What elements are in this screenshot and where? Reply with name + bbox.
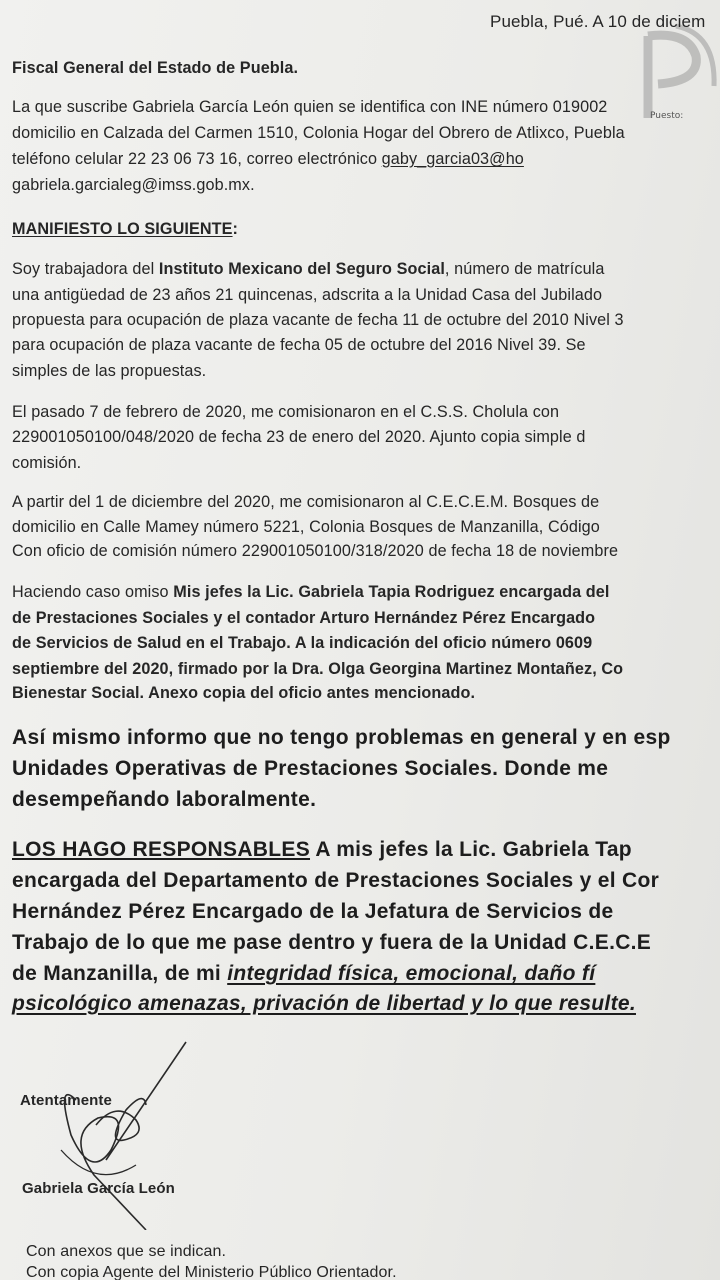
p6-text-a: de Manzanilla, de mi [12,962,228,985]
closing: Atentamente [20,1092,112,1109]
intro-email-link: gaby_garcia03@ho [381,150,524,168]
paragraph-line: de Servicios de Salud en el Trabajo. A la indicación del oficio número 0609 [12,634,593,652]
emphasis-line [12,962,595,986]
intro-line: gabriela.garcialeg@imss.gob.mx. [12,176,255,194]
emphasis-line: Hernández Pérez Encargado de la Jefatura de Servicios de [12,900,614,923]
intro-line [12,150,524,169]
section-heading [12,220,238,239]
paragraph-line: Bienestar Social. Anexo copia del oficio antes mencionado. [12,684,476,702]
paragraph-line: domicilio en Calle Mamey número 5221, Colonia Bosques de Manzanilla, Código [12,518,600,536]
p6-text-b: A mis jefes la Lic. Gabriela Tap [310,838,632,861]
paragraph-line: septiembre del 2020, firmado por la Dra. Olga Georgina Martinez Montañez, Co [12,660,624,678]
p1-institute: Instituto Mexicano del Seguro Social [158,260,445,278]
p1-text-c: , número de matrícula [444,260,605,278]
date-line: Puebla, Pué. A 10 de diciem [490,12,706,31]
paragraph-line: simples de las propuestas. [12,362,207,380]
annex-note: Con anexos que se indican. [26,1243,227,1260]
heading-colon: : [232,220,239,238]
emphasis-line: Unidades Operativas de Prestaciones Sociales. Donde me [12,757,609,780]
intro-line: La que suscribe Gabriela García León quien se identifica con INE número 019002 [12,98,608,116]
emphasis-line [12,838,632,862]
emphasis-line: psicológico amenazas, privación de libertad y lo que resulte. [12,992,636,1015]
paragraph-line [12,260,604,279]
emphasis-line: encargada del Departamento de Prestaciones Sociales y el Cor [12,869,660,892]
stamp-label: Puesto: [650,111,684,121]
paragraph-line: propuesta para ocupación de plaza vacante de fecha 11 de octubre del 2010 Nivel 3 [12,311,624,329]
emphasis-line: desempeñando laboralmente. [12,788,317,811]
emphasis-line: Trabajo de lo que me pase dentro y fuera de la Unidad C.E.C.E [12,931,652,954]
intro-phone-text: teléfono celular 22 23 06 73 16, correo electrónico [12,150,382,168]
addressee: Fiscal General del Estado de Puebla. [12,59,299,77]
paragraph-line: una antigüedad de 23 años 21 quincenas, adscrita a la Unidad Casa del Jubilado [12,286,603,304]
paragraph-line: Con oficio de comisión número 229001050100/318/2020 de fecha 18 de noviembre [12,542,619,560]
paragraph-line: 229001050100/048/2020 de fecha 23 de enero del 2020. Ajunto copia simple d [12,428,586,446]
paragraph-line: de Prestaciones Sociales y el contador Arturo Hernández Pérez Encargado [12,609,596,627]
paragraph-line [12,583,609,602]
responsible-heading: LOS HAGO RESPONSABLES [12,838,311,861]
p4-text-a: Haciendo caso omiso [12,583,174,601]
integrity-phrase: integridad física, emocional, daño fí [227,962,596,985]
paragraph-line: El pasado 7 de febrero de 2020, me comisionaron en el C.S.S. Cholula con [12,403,560,421]
paragraph-line: comisión. [12,454,82,472]
p1-text-a: Soy trabajadora del [12,260,159,278]
heading-text: MANIFIESTO LO SIGUIENTE [12,220,233,238]
signer-name: Gabriela García León [22,1180,175,1197]
p4-bosses: Mis jefes la Lic. Gabriela Tapia Rodriguez encargada del [173,583,610,601]
emphasis-line: Así mismo informo que no tengo problemas en general y en esp [12,726,671,749]
handwritten-signature [36,1040,206,1230]
copy-note: Con copia Agente del Ministerio Público Orientador. [26,1264,397,1280]
paragraph-line: para ocupación de plaza vacante de fecha 05 de octubre del 2016 Nivel 39. Se [12,336,586,354]
paragraph-line: A partir del 1 de diciembre del 2020, me comisionaron al C.E.C.E.M. Bosques de [12,493,600,511]
intro-line: domicilio en Calzada del Carmen 1510, Colonia Hogar del Obrero de Atlixco, Puebla [12,124,625,142]
